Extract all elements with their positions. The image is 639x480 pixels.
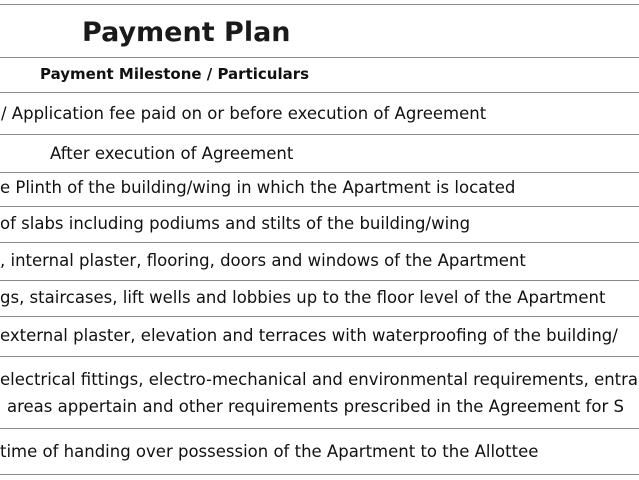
table-row: , internal plaster, flooring, doors and windows of the Apartment [0,251,526,270]
table-divider [0,92,639,93]
table-divider [0,316,639,317]
table-row: external plaster, elevation and terraces with waterproofing of the building/ [0,326,618,345]
table-border [0,4,639,5]
table-title: Payment Plan [82,17,291,48]
table-divider [0,356,639,357]
table-divider [0,172,639,173]
table-divider [0,280,639,281]
table-row: gs, staircases, lift wells and lobbies up to the floor level of the Apartment [0,288,606,307]
table-divider [0,428,639,429]
table-divider [0,134,639,135]
table-row: e Plinth of the building/wing in which the Apartment is located [0,178,516,197]
column-header: Payment Milestone / Particulars [40,65,310,83]
table-row: areas appertain and other requirements prescribed in the Agreement for S [7,397,624,416]
table-row: time of handing over possession of the Apartment to the Allottee [0,442,539,461]
table-row: electrical fittings, electro-mechanical and environmental requirements, entra [0,370,639,389]
table-row: After execution of Agreement [50,144,294,163]
table-divider [0,474,639,475]
table-row: of slabs including podiums and stilts of the building/wing [0,214,471,233]
table-row: / Application fee paid on or before execution of Agreement [1,104,487,123]
table-divider [0,57,639,58]
table-divider [0,206,639,207]
table-divider [0,242,639,243]
